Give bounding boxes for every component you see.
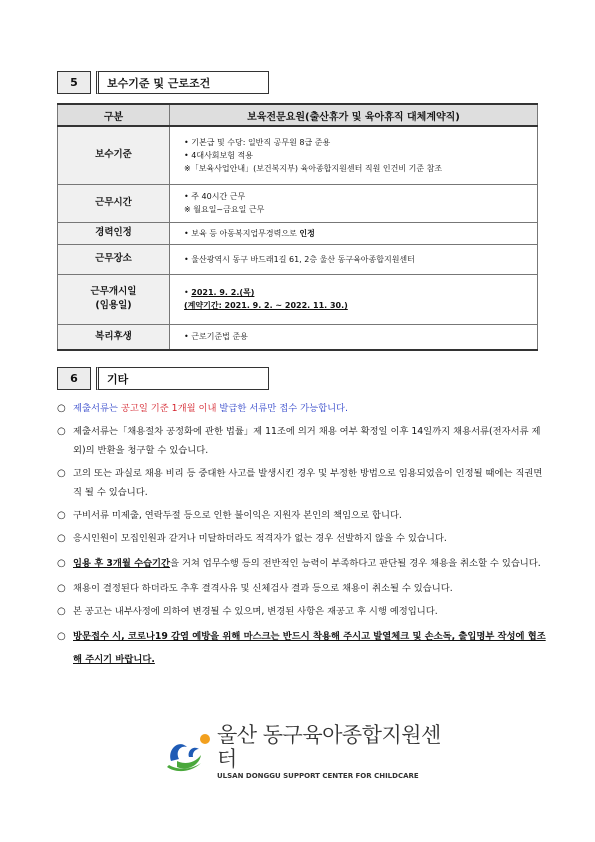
work-conditions-table [57,103,538,351]
circle-bullet: ○ [57,403,66,414]
center-logo-icon [165,731,213,773]
circle-bullet: ○ [57,583,66,594]
row-content [170,222,538,244]
circle-bullet: ○ [57,558,66,569]
logo-text [217,723,455,781]
row-label: 보수기준 [58,126,170,184]
circle-bullet: ○ [57,606,66,617]
circle-bullet: ○ [57,426,66,437]
list-item [57,579,547,598]
list-item [57,506,547,525]
section-number: 6 [57,367,91,390]
row-label-line1: 근무개시일 [90,286,137,297]
center-logo [165,723,455,780]
row-content [170,274,538,324]
logo-english-name: ULSAN DONGGU SUPPORT CENTER FOR CHILDCARE [217,772,419,780]
table-row-career [58,222,538,244]
table-row-hours [58,184,538,222]
row-label: 근무시간 [58,184,170,222]
header-position: 보육전문요원(출산휴가 및 육아휴직 대체계약직) [170,104,538,126]
circle-bullet: ○ [57,468,66,479]
list-item [57,399,547,418]
row-item: • [184,288,192,297]
row-content [170,126,538,184]
section-5-heading [57,71,269,94]
list-item [57,529,547,548]
table-row-welfare [58,324,538,350]
row-item: • 보육 등 아동복지업무경력으로 [184,228,300,238]
note-text: 채용이 결정된다 하더라도 추후 결격사유 및 신체검사 결과 등으로 채용이 취소될 수 있습니다. [73,583,453,594]
circle-bullet: ○ [57,510,66,521]
header-category: 구분 [58,104,170,126]
row-item-emphasis: 인정 [299,228,315,238]
section-title: 보수기준 및 근로조건 [96,71,269,94]
notes-list [57,399,547,675]
note-text: 방문접수 시, 코로나19 감염 예방을 위해 마스크는 반드시 착용해 주시고 발열체크 및 손소독, 출입명부 작성에 협조해 주시기 바랍니다. [73,631,546,665]
logo-korean-name: 울산 동구육아종합지원센터 [217,723,441,771]
note-text: 제출서류는「채용절차 공정화에 관한 법률」제 11조에 의거 채용 여부 확정일 이후 14일까지 채용서류(전자서류 제외)의 반환을 청구할 수 있습니다. [73,426,541,456]
circle-bullet: ○ [57,631,66,642]
row-content [170,184,538,222]
note-text: 고의 또는 과실로 채용 비리 등 중대한 사고를 발생시킨 경우 및 부정한 방법으로 임용되었음이 인정될 때에는 직권면직 될 수 있습니다. [73,468,543,498]
section-number: 5 [57,71,91,94]
note-text: 제출서류는 공고일 기준 1개월 이내 발급한 서류만 접수 가능합니다. [73,403,348,414]
section-6-heading [57,367,269,390]
list-item [57,552,547,575]
contract-period: (계약기간: 2021. 9. 2. ~ 2022. 11. 30.) [184,301,348,310]
row-label: 복리후생 [58,324,170,350]
row-item: ※ 월요일~금요일 근무 [184,205,265,214]
row-item: ※「보육사업안내」(보건복지부) 육아종합지원센터 직원 인건비 기준 참조 [184,163,443,173]
row-item: • 근로기준법 준용 [184,332,248,342]
note-text: 본 공고는 내부사정에 의하여 변경될 수 있으며, 변경된 사항은 재공고 후 시행 예정입니다. [73,606,438,617]
note-text: 응시인원이 모집인원과 같거나 미달하더라도 적격자가 없는 경우 선발하지 않을 수 있습니다. [73,533,447,544]
row-item: • 주 40시간 근무 [184,192,246,201]
start-date: 2021. 9. 2.(목) [191,288,255,297]
section-title: 기타 [96,367,269,390]
list-item [57,602,547,621]
table-row-location [58,244,538,274]
row-label: 경력인정 [58,222,170,244]
row-label-line2: (임용일) [95,300,132,311]
note-text: 임용 후 3개월 수습기간을 거쳐 업무수행 등의 전반적인 능력이 부족하다고 판단될 경우 채용을 취소할 수 있습니다. [73,558,541,569]
row-item: • 울산광역시 동구 바드래1길 61, 2층 울산 동구육아종합지원센터 [184,254,415,264]
table-header-row [58,104,538,126]
circle-bullet: ○ [57,533,66,544]
note-text: 구비서류 미제출, 연락두절 등으로 인한 불이익은 지원자 본인의 책임으로 합니다. [73,510,402,521]
table-row-salary [58,126,538,184]
row-content [170,244,538,274]
row-content [170,324,538,350]
table-row-start-date [58,274,538,324]
row-item: • 기본급 및 수당: 일반직 공무원 8급 준용 [184,137,331,147]
list-item [57,464,547,502]
list-item [57,625,547,671]
list-item [57,422,547,460]
row-label: 근무장소 [58,244,170,274]
row-item: • 4대사회보험 적용 [184,150,253,160]
row-label [58,274,170,324]
